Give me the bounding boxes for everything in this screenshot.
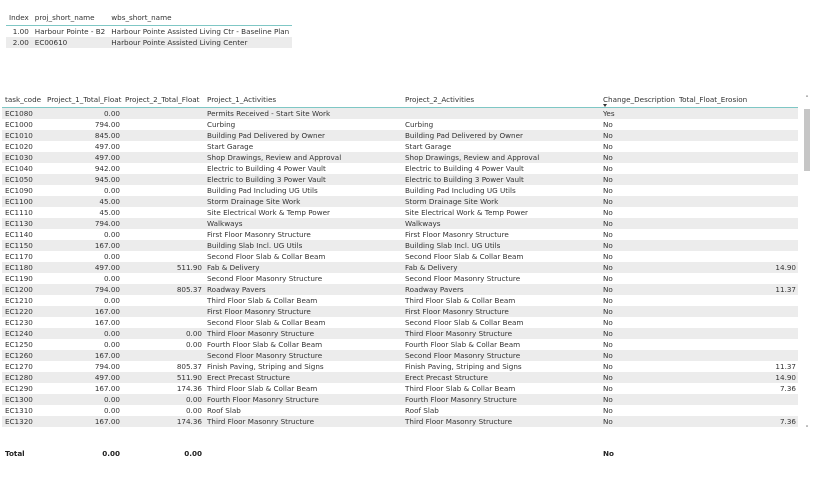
table-row — [2, 152, 798, 163]
table-row — [2, 240, 798, 251]
cell-project-2-activity: Second Floor Masonry Structure — [405, 274, 521, 283]
cell-change-description: No — [603, 252, 613, 261]
col-header-total-float-erosion[interactable]: Total_Float_Erosion — [679, 95, 748, 104]
cell-project-1-activity: Fourth Floor Slab & Collar Beam — [207, 340, 323, 349]
cell-project-1-activity: Second Floor Slab & Collar Beam — [207, 318, 326, 327]
cell-task-code: EC1040 — [5, 164, 33, 173]
cell-project-1-activity: Third Floor Masonry Structure — [204, 328, 402, 339]
cell-change-description: No — [603, 142, 613, 151]
cell-project-2-activity: Third Floor Masonry Structure — [402, 328, 600, 339]
cell-project-1-activity: Building Pad Delivered by Owner — [204, 130, 402, 141]
cell-change-description: No — [600, 262, 676, 273]
vertical-scrollbar[interactable] — [802, 94, 812, 434]
cell-project-1-total-float: 945.00 — [44, 174, 122, 185]
cell-index: 1.00 — [12, 27, 29, 36]
cell-wbs-short-name: Harbour Pointe Assisted Living Ctr - Baseline Plan — [111, 27, 290, 36]
cell-total-float-erosion — [676, 163, 798, 174]
project-info-header-row — [6, 11, 292, 26]
col-header-project-2-activities[interactable]: Project_2_Activities — [405, 95, 475, 104]
float-comparison-table — [2, 93, 798, 108]
cell-total-float-erosion — [676, 108, 798, 119]
cell-total-float-erosion — [676, 273, 798, 284]
cell-change-description: No — [600, 240, 676, 251]
cell-project-1-activity: Start Garage — [207, 142, 254, 151]
cell-project-2-activity: Storm Drainage Site Work — [402, 196, 600, 207]
scroll-thumb[interactable] — [804, 109, 810, 171]
table-row — [2, 218, 798, 229]
project-info-table — [6, 11, 292, 48]
cell-project-1-total-float: 497.00 — [44, 372, 122, 383]
cell-project-2-total-float — [122, 350, 204, 361]
cell-task-code: EC1300 — [2, 394, 44, 405]
cell-project-1-activity: Walkways — [204, 218, 402, 229]
cell-total-float-erosion — [676, 339, 798, 350]
cell-project-1-activity: Third Floor Masonry Structure — [204, 416, 402, 427]
cell-project-1-activity: First Floor Masonry Structure — [204, 306, 402, 317]
table-row — [2, 350, 798, 361]
table-row — [2, 229, 798, 240]
float-comparison-body — [2, 108, 798, 427]
cell-task-code: EC1240 — [2, 328, 44, 339]
cell-project-1-total-float: 942.00 — [94, 164, 120, 173]
cell-project-2-total-float — [122, 108, 204, 119]
cell-task-code: EC1270 — [5, 362, 33, 371]
cell-project-2-activity: First Floor Masonry Structure — [402, 306, 600, 317]
float-comparison-table-container — [2, 93, 798, 459]
cell-total-float-erosion — [676, 317, 798, 328]
col-header-index[interactable]: Index — [9, 13, 29, 22]
cell-total-float-erosion: 7.36 — [676, 416, 798, 427]
cell-project-1-total-float: 794.00 — [44, 284, 122, 295]
cell-project-2-total-float — [122, 130, 204, 141]
cell-project-1-total-float: 167.00 — [94, 384, 120, 393]
cell-project-1-total-float: 167.00 — [44, 350, 122, 361]
cell-task-code: EC1310 — [5, 406, 33, 415]
total-change: No — [603, 449, 614, 458]
cell-project-2-total-float — [122, 163, 204, 174]
cell-total-float-erosion — [676, 229, 798, 240]
table-row — [2, 273, 798, 284]
cell-project-2-activity: Second Floor Slab & Collar Beam — [405, 252, 524, 261]
cell-project-1-activity: Erect Precast Structure — [204, 372, 402, 383]
cell-project-2-activity: Building Slab Incl. UG Utils — [402, 240, 600, 251]
cell-project-2-activity: Curbing — [405, 120, 434, 129]
scroll-down-icon[interactable]: ˅ — [805, 425, 809, 433]
cell-project-1-activity: Building Pad Including UG Utils — [207, 186, 318, 195]
cell-project-1-activity: Storm Drainage Site Work — [204, 196, 402, 207]
col-header-proj-short-name[interactable]: proj_short_name — [34, 13, 95, 22]
cell-project-2-activity: Start Garage — [405, 142, 452, 151]
cell-project-2-activity: Roof Slab — [405, 406, 439, 415]
cell-change-description: Yes — [600, 108, 676, 119]
cell-change-description: No — [603, 120, 613, 129]
cell-total-float-erosion — [676, 306, 798, 317]
table-row — [2, 207, 798, 218]
table-row — [2, 394, 798, 405]
table-row — [2, 317, 798, 328]
cell-project-2-total-float: 174.36 — [122, 416, 204, 427]
cell-project-2-total-float — [122, 185, 204, 196]
table-row — [6, 26, 292, 38]
table-row — [2, 284, 798, 295]
cell-project-2-activity: First Floor Masonry Structure — [405, 230, 509, 239]
cell-project-1-total-float: 45.00 — [99, 208, 120, 217]
cell-project-1-activity: Fab & Delivery — [204, 262, 402, 273]
cell-project-1-total-float: 167.00 — [94, 318, 120, 327]
cell-total-float-erosion: 11.37 — [775, 362, 796, 371]
cell-project-2-activity: Second Floor Slab & Collar Beam — [405, 318, 524, 327]
table-row — [2, 405, 798, 416]
total-label: Total — [5, 449, 25, 458]
cell-project-1-total-float: 0.00 — [103, 230, 120, 239]
cell-project-1-activity: Finish Paving, Striping and Signs — [207, 362, 324, 371]
cell-change-description: No — [603, 208, 613, 217]
cell-project-1-total-float: 167.00 — [44, 416, 122, 427]
cell-total-float-erosion — [676, 240, 798, 251]
cell-project-1-activity: Site Electrical Work & Temp Power — [207, 208, 330, 217]
table-row — [2, 416, 798, 427]
table-row — [2, 130, 798, 141]
cell-change-description: No — [603, 340, 613, 349]
cell-total-float-erosion — [676, 328, 798, 339]
cell-total-float-erosion — [676, 174, 798, 185]
table-body-viewport[interactable] — [2, 108, 798, 449]
cell-task-code: EC1170 — [5, 252, 33, 261]
cell-task-code: EC1030 — [2, 152, 44, 163]
cell-project-2-total-float — [122, 196, 204, 207]
total-project-2-float: 0.00 — [184, 449, 202, 458]
cell-change-description: No — [600, 152, 676, 163]
cell-project-2-activity: Electric to Building 3 Power Vault — [402, 174, 600, 185]
cell-task-code: EC1130 — [2, 218, 44, 229]
cell-change-description: No — [600, 328, 676, 339]
cell-task-code: EC1090 — [5, 186, 33, 195]
col-header-project-1-activities[interactable]: Project_1_Activities — [207, 95, 277, 104]
cell-project-1-total-float: 0.00 — [103, 406, 120, 415]
cell-project-1-total-float: 794.00 — [94, 120, 120, 129]
col-header-task-code[interactable]: task_code — [5, 95, 42, 104]
cell-project-1-activity: Curbing — [207, 120, 236, 129]
cell-project-1-activity: Second Floor Masonry Structure — [207, 274, 323, 283]
cell-project-2-total-float: 511.90 — [122, 372, 204, 383]
cell-task-code: EC1140 — [5, 230, 33, 239]
float-comparison-total — [2, 449, 798, 459]
cell-project-1-total-float: 0.00 — [103, 296, 120, 305]
table-row — [2, 119, 798, 130]
cell-project-2-activity: Roadway Pavers — [402, 284, 600, 295]
cell-project-2-activity: Erect Precast Structure — [402, 372, 600, 383]
cell-total-float-erosion — [676, 141, 798, 152]
cell-project-2-total-float — [122, 273, 204, 284]
cell-total-float-erosion: 14.90 — [676, 262, 798, 273]
col-header-project-2-total-float[interactable]: Project_2_Total_Float — [125, 95, 200, 104]
cell-total-float-erosion — [676, 350, 798, 361]
cell-project-2-total-float — [122, 229, 204, 240]
col-header-project-1-total-float[interactable]: Project_1_Total_Float — [47, 95, 122, 104]
cell-project-1-total-float: 0.00 — [103, 252, 120, 261]
col-header-change-description[interactable] — [600, 93, 676, 108]
cell-change-description: No — [600, 130, 676, 141]
total-row — [2, 449, 798, 459]
table-row — [2, 339, 798, 350]
cell-total-float-erosion — [676, 251, 798, 262]
cell-change-description: No — [603, 186, 613, 195]
cell-change-description: No — [600, 284, 676, 295]
cell-total-float-erosion — [676, 196, 798, 207]
cell-total-float-erosion — [676, 394, 798, 405]
cell-project-2-total-float — [122, 295, 204, 306]
change-description-label: Change_Description — [603, 95, 676, 104]
cell-project-2-activity: Finish Paving, Striping and Signs — [405, 362, 522, 371]
table-row — [2, 108, 798, 119]
cell-project-1-activity: Second Floor Masonry Structure — [204, 350, 402, 361]
table-row — [2, 383, 798, 394]
cell-project-2-activity: Fourth Floor Masonry Structure — [402, 394, 600, 405]
cell-project-2-total-float — [122, 141, 204, 152]
cell-project-1-total-float: 497.00 — [44, 262, 122, 273]
cell-change-description: No — [603, 362, 613, 371]
cell-project-1-total-float: 45.00 — [44, 196, 122, 207]
cell-project-2-total-float — [122, 306, 204, 317]
cell-index: 2.00 — [6, 37, 32, 48]
cell-task-code: EC1150 — [2, 240, 44, 251]
cell-project-2-total-float — [122, 152, 204, 163]
cell-total-float-erosion: 7.36 — [779, 384, 796, 393]
cell-total-float-erosion — [676, 218, 798, 229]
cell-task-code: EC1010 — [2, 130, 44, 141]
cell-task-code: EC1200 — [2, 284, 44, 295]
table-row — [2, 295, 798, 306]
cell-project-1-activity: Shop Drawings, Review and Approval — [204, 152, 402, 163]
total-erosion — [676, 449, 798, 459]
table-row — [2, 251, 798, 262]
cell-project-1-activity: Permits Received - Start Site Work — [204, 108, 402, 119]
cell-project-2-total-float — [122, 240, 204, 251]
cell-change-description: No — [603, 230, 613, 239]
cell-project-1-total-float: 0.00 — [44, 328, 122, 339]
cell-task-code: EC1100 — [2, 196, 44, 207]
cell-task-code: EC1000 — [5, 120, 33, 129]
total-project-1-float: 0.00 — [102, 449, 120, 458]
cell-project-1-total-float: 0.00 — [103, 340, 120, 349]
cell-project-2-total-float: 0.00 — [185, 340, 202, 349]
cell-change-description: No — [600, 174, 676, 185]
cell-project-2-activity: Fourth Floor Slab & Collar Beam — [405, 340, 521, 349]
cell-project-1-activity: Electric to Building 3 Power Vault — [204, 174, 402, 185]
table-row — [2, 328, 798, 339]
cell-task-code: EC1250 — [5, 340, 33, 349]
cell-project-2-activity: Walkways — [402, 218, 600, 229]
cell-change-description: No — [603, 164, 613, 173]
cell-project-1-total-float: 0.00 — [44, 394, 122, 405]
cell-project-2-activity: Second Floor Masonry Structure — [402, 350, 600, 361]
table-row — [2, 306, 798, 317]
cell-total-float-erosion — [676, 119, 798, 130]
cell-change-description: No — [600, 306, 676, 317]
cell-project-2-total-float: 174.36 — [176, 384, 202, 393]
cell-change-description: No — [603, 384, 613, 393]
cell-change-description: No — [603, 318, 613, 327]
cell-project-2-activity: Electric to Building 4 Power Vault — [405, 164, 524, 173]
cell-change-description: No — [600, 394, 676, 405]
cell-total-float-erosion: 14.90 — [676, 372, 798, 383]
col-header-wbs-short-name[interactable]: wbs_short_name — [111, 13, 172, 22]
cell-total-float-erosion — [676, 207, 798, 218]
cell-project-2-total-float — [122, 218, 204, 229]
cell-project-1-total-float: 497.00 — [44, 152, 122, 163]
cell-total-float-erosion: 11.37 — [676, 284, 798, 295]
cell-project-2-total-float: 0.00 — [185, 406, 202, 415]
cell-task-code: EC1280 — [2, 372, 44, 383]
cell-project-2-total-float: 511.90 — [122, 262, 204, 273]
table-row — [2, 361, 798, 372]
cell-task-code: EC1050 — [2, 174, 44, 185]
total-empty-1 — [204, 449, 402, 459]
table-row — [2, 262, 798, 273]
cell-task-code: EC1110 — [5, 208, 33, 217]
scroll-up-icon[interactable]: ˄ — [805, 95, 809, 103]
sort-descending-icon[interactable] — [603, 104, 607, 107]
cell-task-code: EC1190 — [5, 274, 33, 283]
cell-change-description: No — [600, 350, 676, 361]
cell-task-code: EC1230 — [5, 318, 33, 327]
cell-change-description: No — [603, 406, 613, 415]
cell-task-code: EC1260 — [2, 350, 44, 361]
cell-task-code: EC1210 — [5, 296, 33, 305]
total-empty-2 — [402, 449, 600, 459]
cell-proj-short-name: Harbour Pointe - B2 — [34, 27, 106, 36]
cell-project-2-total-float — [122, 251, 204, 262]
cell-project-1-activity: Roadway Pavers — [204, 284, 402, 295]
table-row — [2, 174, 798, 185]
cell-project-2-total-float — [122, 207, 204, 218]
cell-project-1-activity: Roof Slab — [207, 406, 241, 415]
table-row — [2, 141, 798, 152]
cell-total-float-erosion — [676, 130, 798, 141]
table-row — [2, 163, 798, 174]
cell-project-1-total-float: 497.00 — [94, 142, 120, 151]
cell-project-2-activity: Building Pad Including UG Utils — [405, 186, 516, 195]
cell-project-1-activity: Electric to Building 4 Power Vault — [207, 164, 326, 173]
cell-project-1-total-float: 0.00 — [44, 108, 122, 119]
cell-project-1-activity: Building Slab Incl. UG Utils — [204, 240, 402, 251]
cell-project-1-activity: First Floor Masonry Structure — [207, 230, 311, 239]
cell-project-2-activity: Site Electrical Work & Temp Power — [405, 208, 528, 217]
cell-total-float-erosion — [676, 185, 798, 196]
cell-task-code: EC1020 — [5, 142, 33, 151]
cell-project-1-total-float: 794.00 — [94, 362, 120, 371]
cell-task-code: EC1320 — [2, 416, 44, 427]
cell-proj-short-name: EC00610 — [32, 37, 108, 48]
cell-project-1-total-float: 0.00 — [103, 274, 120, 283]
cell-task-code: EC1080 — [2, 108, 44, 119]
cell-project-1-activity: Third Floor Slab & Collar Beam — [207, 384, 318, 393]
cell-project-2-total-float — [122, 174, 204, 185]
cell-project-1-total-float: 794.00 — [44, 218, 122, 229]
table-row — [2, 196, 798, 207]
cell-wbs-short-name: Harbour Pointe Assisted Living Center — [108, 37, 292, 48]
cell-project-2-activity: Third Floor Masonry Structure — [402, 416, 600, 427]
main-header-row — [2, 93, 798, 108]
cell-change-description: No — [603, 274, 613, 283]
cell-project-1-total-float: 0.00 — [103, 186, 120, 195]
cell-project-2-total-float: 0.00 — [122, 394, 204, 405]
cell-project-2-activity: Fab & Delivery — [402, 262, 600, 273]
cell-change-description: No — [600, 196, 676, 207]
cell-project-2-activity: Building Pad Delivered by Owner — [402, 130, 600, 141]
cell-project-1-activity: Fourth Floor Masonry Structure — [204, 394, 402, 405]
cell-change-description: No — [600, 372, 676, 383]
cell-change-description: No — [603, 296, 613, 305]
cell-total-float-erosion — [676, 152, 798, 163]
table-row — [2, 185, 798, 196]
cell-task-code: EC1290 — [5, 384, 33, 393]
cell-project-2-total-float — [122, 317, 204, 328]
cell-total-float-erosion — [676, 295, 798, 306]
cell-total-float-erosion — [676, 405, 798, 416]
cell-project-1-activity: Second Floor Slab & Collar Beam — [207, 252, 326, 261]
cell-project-2-total-float — [122, 119, 204, 130]
cell-project-1-total-float: 845.00 — [44, 130, 122, 141]
cell-task-code: EC1180 — [2, 262, 44, 273]
cell-project-2-total-float: 805.37 — [176, 362, 202, 371]
cell-project-2-activity: Third Floor Slab & Collar Beam — [405, 384, 516, 393]
cell-project-1-total-float: 167.00 — [44, 306, 122, 317]
cell-change-description: No — [600, 218, 676, 229]
cell-task-code: EC1220 — [2, 306, 44, 317]
cell-project-2-activity: Shop Drawings, Review and Approval — [402, 152, 600, 163]
cell-project-1-total-float: 167.00 — [44, 240, 122, 251]
cell-change-description: No — [600, 416, 676, 427]
cell-project-2-activity: Third Floor Slab & Collar Beam — [405, 296, 516, 305]
cell-project-2-activity — [402, 108, 600, 119]
table-row — [6, 37, 292, 48]
cell-project-2-total-float: 805.37 — [122, 284, 204, 295]
table-row — [2, 372, 798, 383]
cell-project-2-total-float: 0.00 — [122, 328, 204, 339]
cell-project-1-activity: Third Floor Slab & Collar Beam — [207, 296, 318, 305]
